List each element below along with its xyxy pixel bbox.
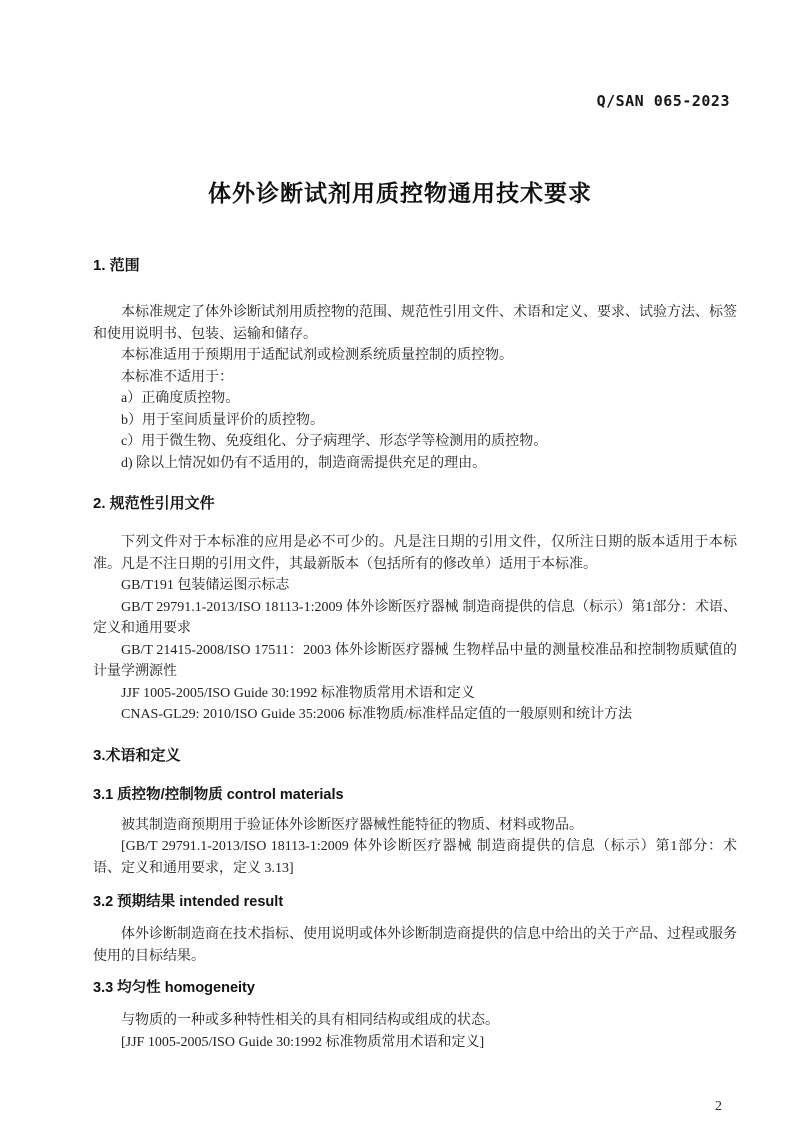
reference-item: GB/T 29791.1-2013/ISO 18113-1:2009 体外诊断医疗器械 制造商提供的信息（标示）第1部分：术语、定义和通用要求: [93, 599, 737, 636]
reference-item: GB/T 21415-2008/ISO 17511：2003 体外诊断医疗器械 生物样品中量的测量校准品和控制物质赋值的计量学溯源性: [93, 642, 737, 679]
definition-text: 与物质的一种或多种特性相关的具有相同结构或组成的状态。: [121, 1013, 499, 1028]
paragraph: 下列文件对于本标准的应用是必不可少的。凡是注日期的引用文件，仅所注日期的版本适用于本标准。凡是不注日期的引用文件，其最新版本（包括所有的修改单）适用于本标准。: [93, 535, 737, 572]
page-number: 2: [715, 1099, 722, 1114]
list-item-c: c）用于微生物、免疫组化、分子病理学、形态学等检测用的质控物。: [121, 434, 548, 449]
definition-text: 被其制造商预期用于验证体外诊断医疗器械性能特征的物质、材料或物品。: [121, 817, 583, 833]
subsection-heading-intended-result: 3.2 预期结果 intended result: [93, 894, 284, 910]
subsection-heading-control-materials: 3.1 质控物/控制物质 control materials: [93, 786, 344, 803]
paragraph: 本标准适用于预期用于适配试剂或检测系统质量控制的质控物。: [121, 348, 513, 363]
page-title: 体外诊断试剂用质控物通用技术要求: [208, 180, 592, 206]
reference-item: CNAS-GL29: 2010/ISO Guide 35:2006 标准物质/标准样品定值的一般原则和统计方法: [121, 707, 632, 722]
section-heading-terms-definitions: 3.术语和定义: [93, 746, 181, 764]
list-item-b: b）用于室间质量评价的质控物。: [121, 412, 324, 428]
paragraph: 本标准不适用于：: [121, 369, 233, 385]
document-body: [93, 256, 737, 1053]
section-heading-normative-references: 2. 规范性引用文件: [93, 495, 215, 512]
list-item-a: a）正确度质控物。: [121, 391, 240, 406]
doc-number: Q/SAN 065-2023: [596, 92, 730, 110]
reference-item: GB/T191 包装储运图示标志: [121, 578, 290, 593]
paragraph: 本标准规定了体外诊断试剂用质控物的范围、规范性引用文件、术语和定义、要求、试验方法、标签和使用说明书、包装、运输和储存。: [93, 305, 737, 342]
subsection-heading-homogeneity: 3.3 均匀性 homogeneity: [93, 980, 255, 996]
section-heading-scope: 1. 范围: [93, 257, 140, 274]
list-item-d: d) 除以上情况如仍有不适用的，制造商需提供充足的理由。: [121, 455, 487, 471]
reference-item: JJF 1005-2005/ISO Guide 30:1992 标准物质常用术语和定义: [121, 685, 475, 701]
definition-text: 体外诊断制造商在技术指标、使用说明或体外诊断制造商提供的信息中给出的关于产品、过程或服务使用的目标结果。: [93, 927, 737, 964]
definition-source: [GB/T 29791.1-2013/ISO 18113-1:2009 体外诊断医疗器械 制造商提供的信息（标示）第1部分：术语、定义和通用要求，定义 3.13]: [93, 839, 737, 876]
definition-source: [JJF 1005-2005/ISO Guide 30:1992 标准物质常用术语和定义]: [121, 1034, 485, 1050]
